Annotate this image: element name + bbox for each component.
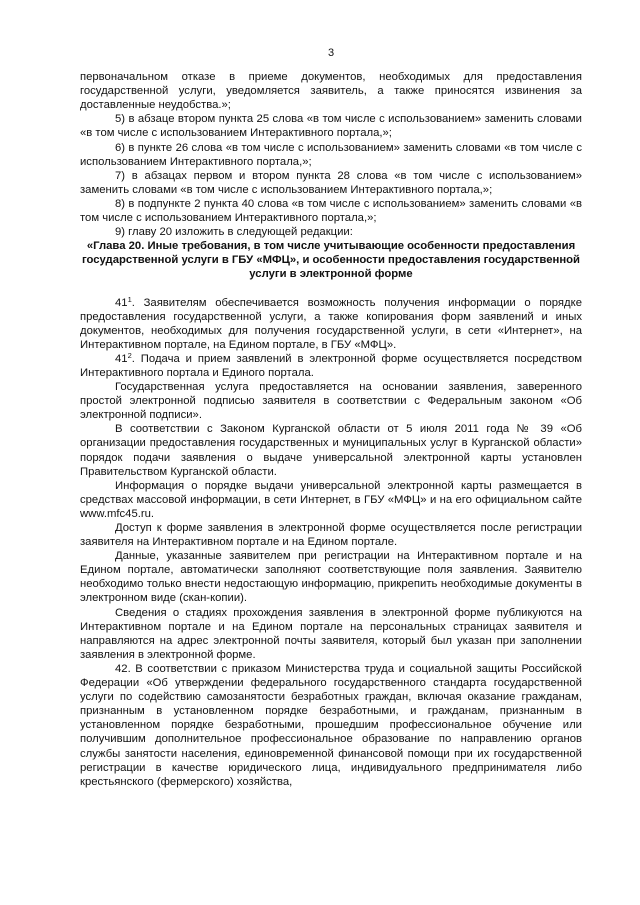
- clause-41-1-text: . Заявителям обеспечивается возможность получения информации о порядке предоставления государственной услуги, а также копирования форм заявлений и иных документов, необходимых для получения государственной услуги, в сети «Интернет», на Интерактивном портале, на Едином портале, в ГБУ «МФЦ».: [80, 296, 582, 351]
- paragraph-card-info: Информация о порядке выдачи универсальной электронной карты размещается в средствах массовой информации, в сети Интернет, в ГБУ «МФЦ» и на его официальном сайте www.mfc45.ru.: [80, 479, 582, 520]
- paragraph-status-info: Сведения о стадиях прохождения заявления в электронной форме публикуются на Интерактивном портале и на Едином портале на персональных страницах заявителя и направляются на адрес электронной почты заявителя, который был указан при заполнении заявления в электронной форме.: [80, 606, 582, 661]
- clause-41-2-text: . Подача и прием заявлений в электронной форме осуществляется посредством Интерактивного портала и Единого портала.: [80, 352, 582, 379]
- document-page: [80, 46, 582, 789]
- clause-41-1-number: 41: [115, 296, 128, 309]
- clause-41-1-superscript: 1: [127, 294, 132, 304]
- paragraph-continuation: первоначальном отказе в приеме документов, необходимых для предоставления государственной услуги, уведомляется заявитель, а также приносятся извинения за доставленные неудобства.»;: [80, 71, 582, 112]
- paragraph-kurgan-law: В соответствии с Законом Курганской области от 5 июля 2011 года № 39 «Об организации предоставления государственных и муниципальных услуг в Курганской области» порядок подачи заявления о выдаче универсальной электронной карты установлен Правительством Курганской области.: [80, 423, 582, 478]
- clause-41-2: [80, 352, 582, 380]
- paragraph-autofill: Данные, указанные заявителем при регистрации на Интерактивном портале и на Едином портале, автоматически заполняют соответствующие поля заявления. Заявителю необходимо только внести недостающую информацию, прикрепить необходимые документы в электронном виде (скан-копии).: [80, 550, 582, 605]
- paragraph-item-7: 7) в абзацах первом и втором пункта 28 слова «в том числе с использованием» заменить словами «в том числе с использованием Интерактивного портала,»;: [80, 169, 582, 196]
- chapter-heading: «Глава 20. Иные требования, в том числе учитывающие особенности предоставления государственной услуги в ГБУ «МФЦ», и особенности предоставления государственной услуги в электронной форме: [81, 240, 581, 281]
- paragraph-item-8: 8) в подпункте 2 пункта 40 слова «в том числе с использованием» заменить словами «в том числе с использованием Интерактивного портала,»;: [80, 197, 582, 225]
- paragraph-item-6: 6) в пункте 26 слова «в том числе с использованием» заменить словами «в том числе с использованием Интерактивного портала,»;: [80, 141, 582, 168]
- clause-41-2-number: 41: [115, 352, 128, 365]
- paragraph-item-9: 9) главу 20 изложить в следующей редакции:: [115, 226, 353, 239]
- paragraph-clause-42: 42. В соответствии с приказом Министерства труда и социальной защиты Российской Федерации «Об утверждении федерального государственного стандарта государственной услуги по содействию самозанятости безработных граждан, включая оказание гражданам, признанным в установленном порядке безработными, и гражданам, признанным в установленном порядке безработными, прошедшим профессиональное обучение или получившим дополнительное профессиональное образование по направлению органов службы занятости населения, единовременной финансовой помощи при их государственной регистрации в качестве юридического лица, индивидуального предпринимателя либо крестьянского (фермерского) хозяйства,: [80, 662, 582, 788]
- paragraph-item-5: 5) в абзаце втором пункта 25 слова «в том числе с использованием» заменить словами «в том числе с использованием Интерактивного портала,»;: [80, 113, 582, 140]
- page-number: 3: [327, 47, 335, 59]
- paragraph-form-access: Доступ к форме заявления в электронной форме осуществляется после регистрации заявителя на Интерактивном портале и на Едином портале.: [80, 522, 582, 549]
- clause-41-2-superscript: 2: [127, 350, 132, 360]
- clause-41-1: [80, 296, 582, 352]
- paragraph-electronic-signature: Государственная услуга предоставляется на основании заявления, заверенного простой электронной подписью заявителя в соответствии с Федеральным законом «Об электронной подписи».: [80, 381, 582, 422]
